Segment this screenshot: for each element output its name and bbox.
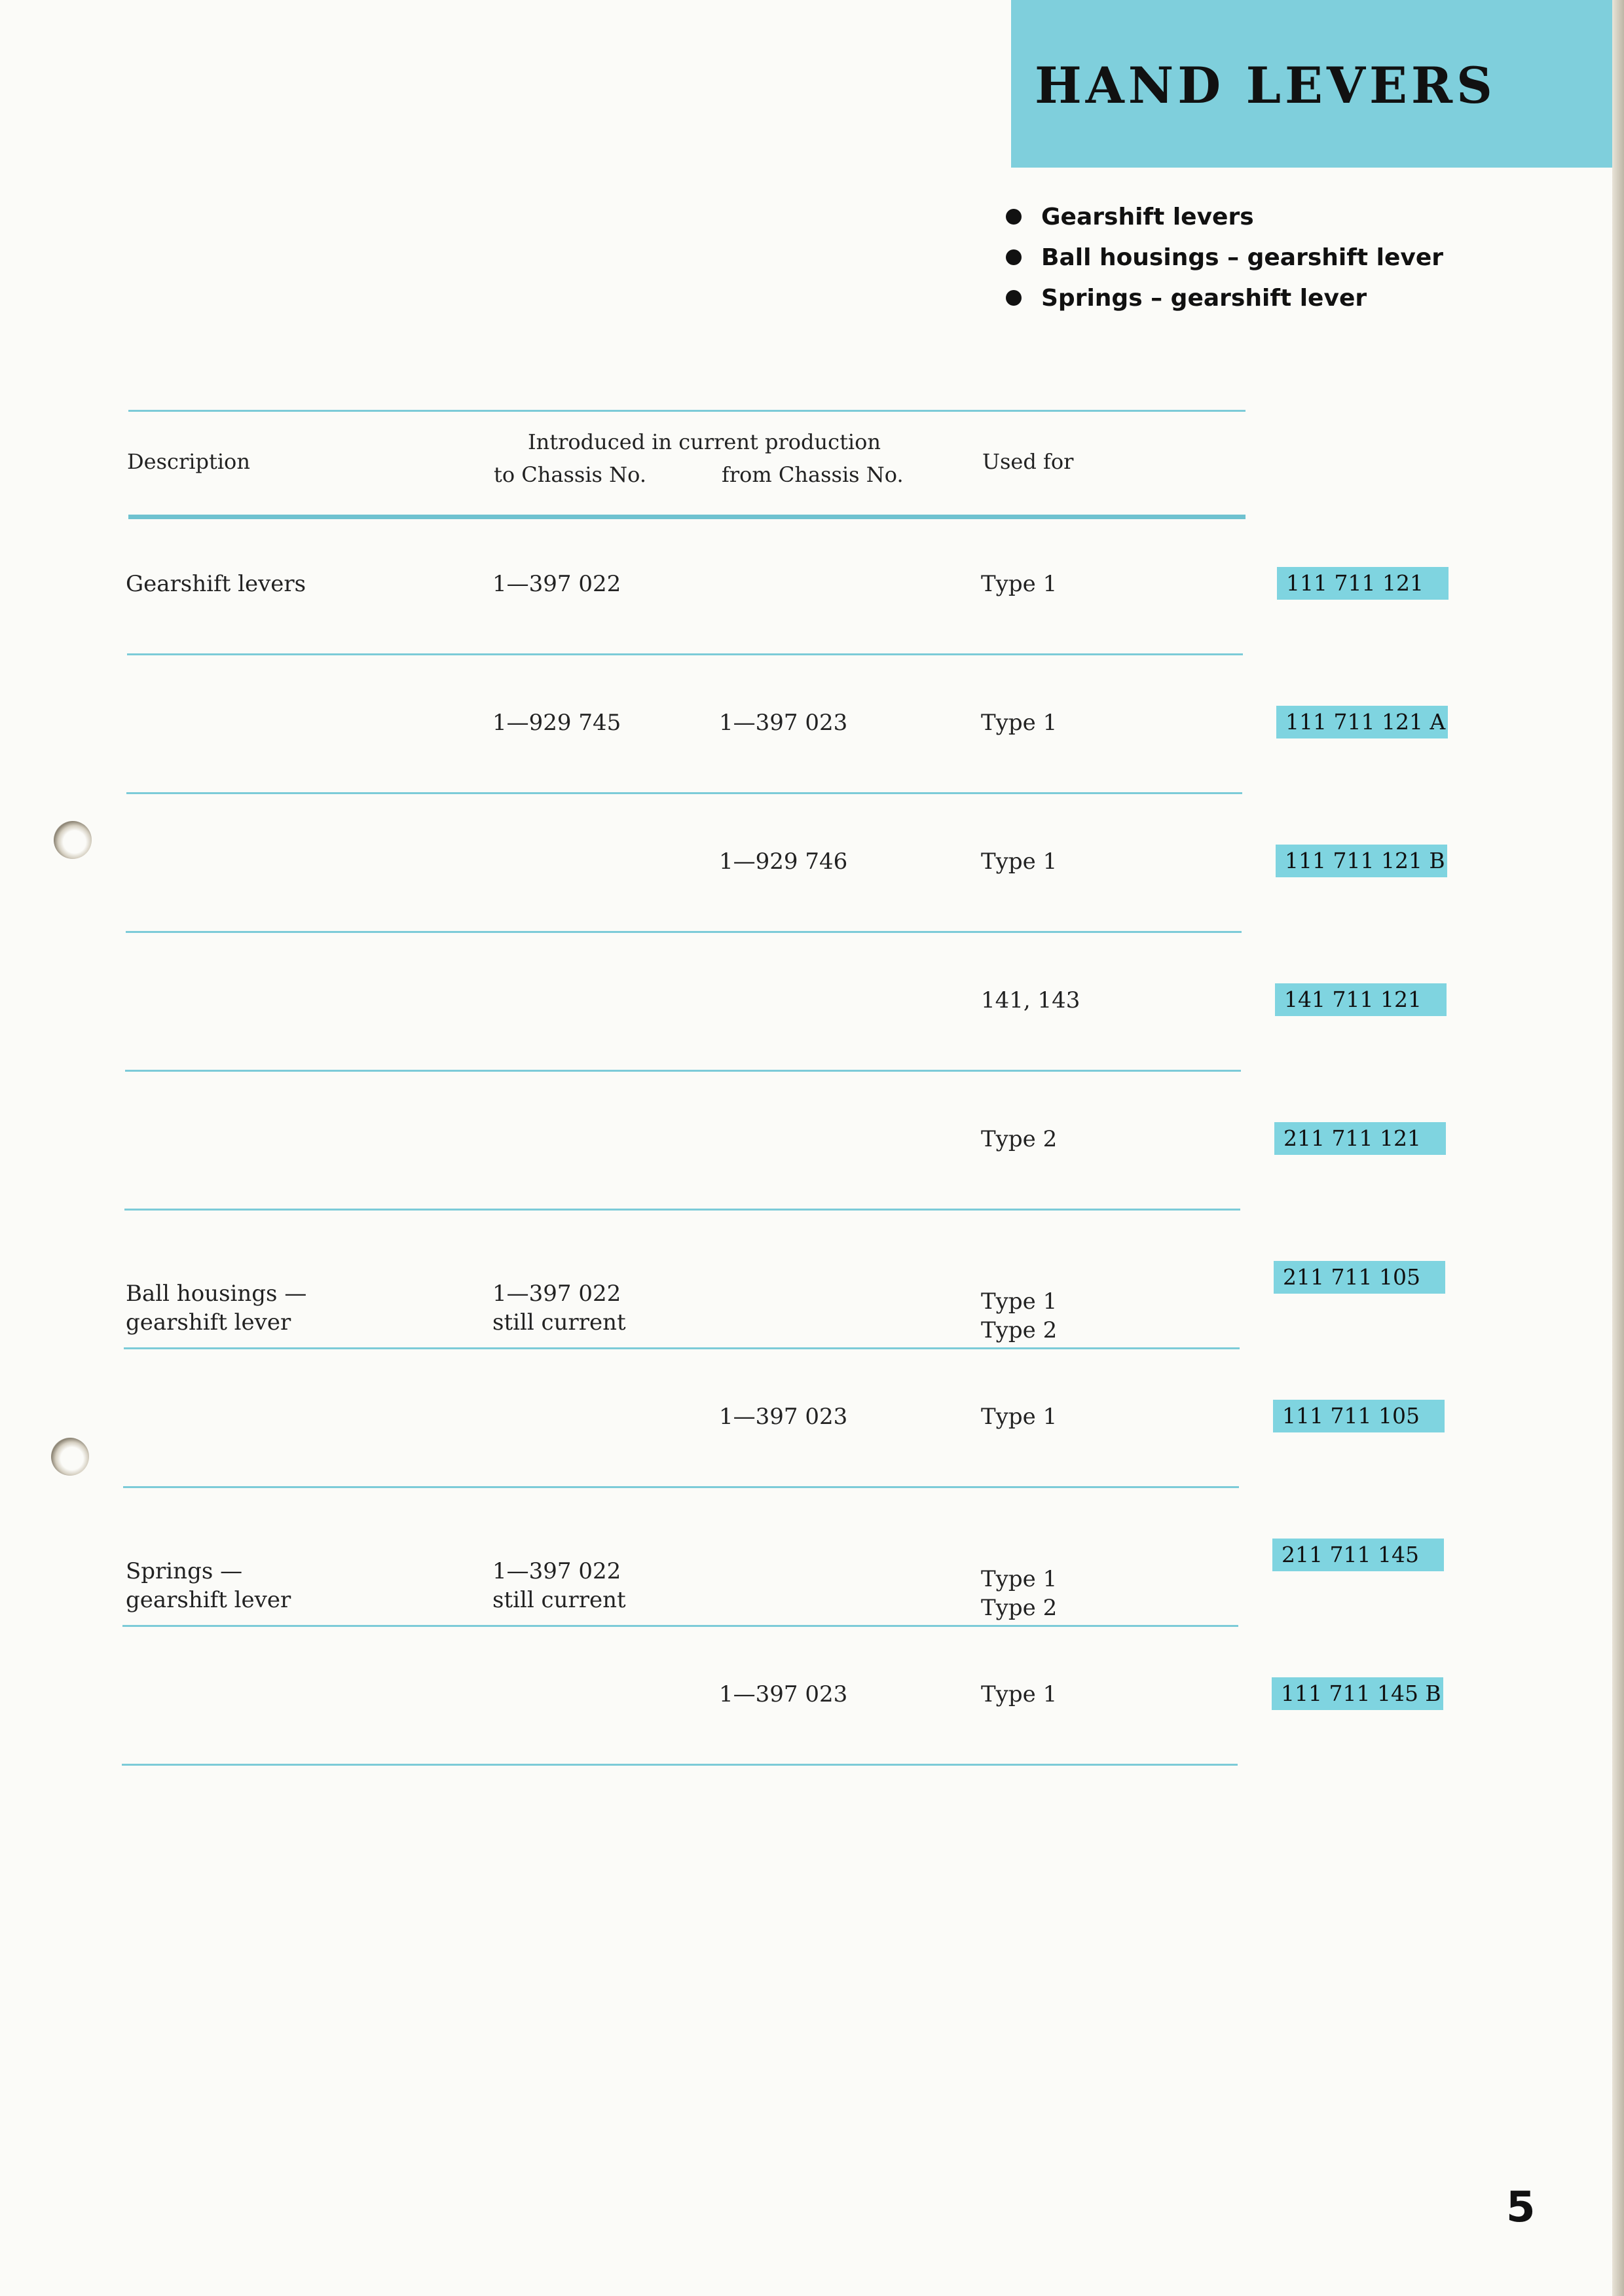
part-number: 111 711 121 (1277, 567, 1449, 600)
cell-used: Type 1 (981, 571, 1058, 597)
row-rule (124, 1209, 1240, 1211)
bullet-icon (1006, 290, 1022, 306)
row-rule (127, 653, 1243, 655)
page-number: 5 (1506, 2183, 1536, 2232)
cell-used: Type 1 (981, 710, 1058, 736)
topic-item (1006, 237, 1443, 278)
cell-to: 1—397 022 (492, 1281, 621, 1307)
cell-desc: gearshift lever (126, 1587, 291, 1613)
title-banner (1011, 0, 1612, 168)
part-number: 141 711 121 (1275, 983, 1447, 1016)
bullet-icon (1006, 209, 1022, 225)
cell-desc: gearshift lever (126, 1309, 291, 1336)
part-number: 111 711 145 B (1272, 1677, 1443, 1710)
cell-used: Type 2 (981, 1317, 1058, 1343)
part-number: 111 711 121 A (1276, 706, 1448, 738)
topic-list (1006, 196, 1443, 318)
cell-from: 1—397 023 (719, 1681, 848, 1707)
cell-desc: Gearshift levers (126, 571, 306, 597)
cell-used: Type 1 (981, 1288, 1058, 1315)
header-introduced: Introduced in current production (528, 429, 881, 454)
cell-desc: Springs — (126, 1558, 243, 1584)
cell-used: Type 1 (981, 1404, 1058, 1430)
row-rule (126, 792, 1242, 794)
cell-used: Type 2 (981, 1126, 1058, 1152)
cell-used: 141, 143 (981, 987, 1080, 1013)
row-rule (126, 931, 1242, 933)
cell-to: 1—397 022 (492, 571, 621, 597)
header-used-for: Used for (982, 449, 1074, 474)
part-number: 111 711 121 B (1276, 845, 1447, 877)
part-number: 211 711 121 (1274, 1122, 1446, 1155)
topic-label: Springs – gearshift lever (1041, 284, 1367, 312)
page-edge (1612, 0, 1624, 2296)
punch-hole (54, 821, 92, 859)
cell-to: 1—929 745 (492, 710, 621, 736)
bullet-icon (1006, 249, 1022, 265)
header-from-chassis: from Chassis No. (722, 462, 904, 487)
cell-to: 1—397 022 (492, 1558, 621, 1584)
cell-to: still current (492, 1309, 626, 1336)
cell-from: 1—929 746 (719, 848, 848, 875)
part-number: 211 711 145 (1272, 1539, 1444, 1571)
header-top-rule (128, 410, 1246, 412)
cell-used: Type 2 (981, 1595, 1058, 1621)
topic-item (1006, 278, 1443, 318)
row-rule (124, 1347, 1240, 1349)
row-rule (122, 1625, 1238, 1627)
header-to-chassis: to Chassis No. (494, 462, 647, 487)
topic-item (1006, 196, 1443, 237)
row-rule (122, 1764, 1238, 1766)
page-title: HAND LEVERS (1035, 56, 1496, 115)
header-description: Description (127, 449, 250, 474)
part-number: 111 711 105 (1273, 1400, 1445, 1432)
part-number: 211 711 105 (1274, 1261, 1445, 1294)
topic-label: Ball housings – gearshift lever (1041, 244, 1444, 271)
punch-hole (51, 1438, 89, 1476)
cell-used: Type 1 (981, 1566, 1058, 1592)
header-bottom-rule (128, 515, 1246, 519)
cell-desc: Ball housings — (126, 1281, 307, 1307)
row-rule (123, 1486, 1239, 1488)
cell-used: Type 1 (981, 1681, 1058, 1707)
cell-from: 1—397 023 (719, 1404, 848, 1430)
row-rule (125, 1070, 1241, 1072)
cell-used: Type 1 (981, 848, 1058, 875)
cell-to: still current (492, 1587, 626, 1613)
cell-from: 1—397 023 (719, 710, 848, 736)
topic-label: Gearshift levers (1041, 203, 1254, 230)
